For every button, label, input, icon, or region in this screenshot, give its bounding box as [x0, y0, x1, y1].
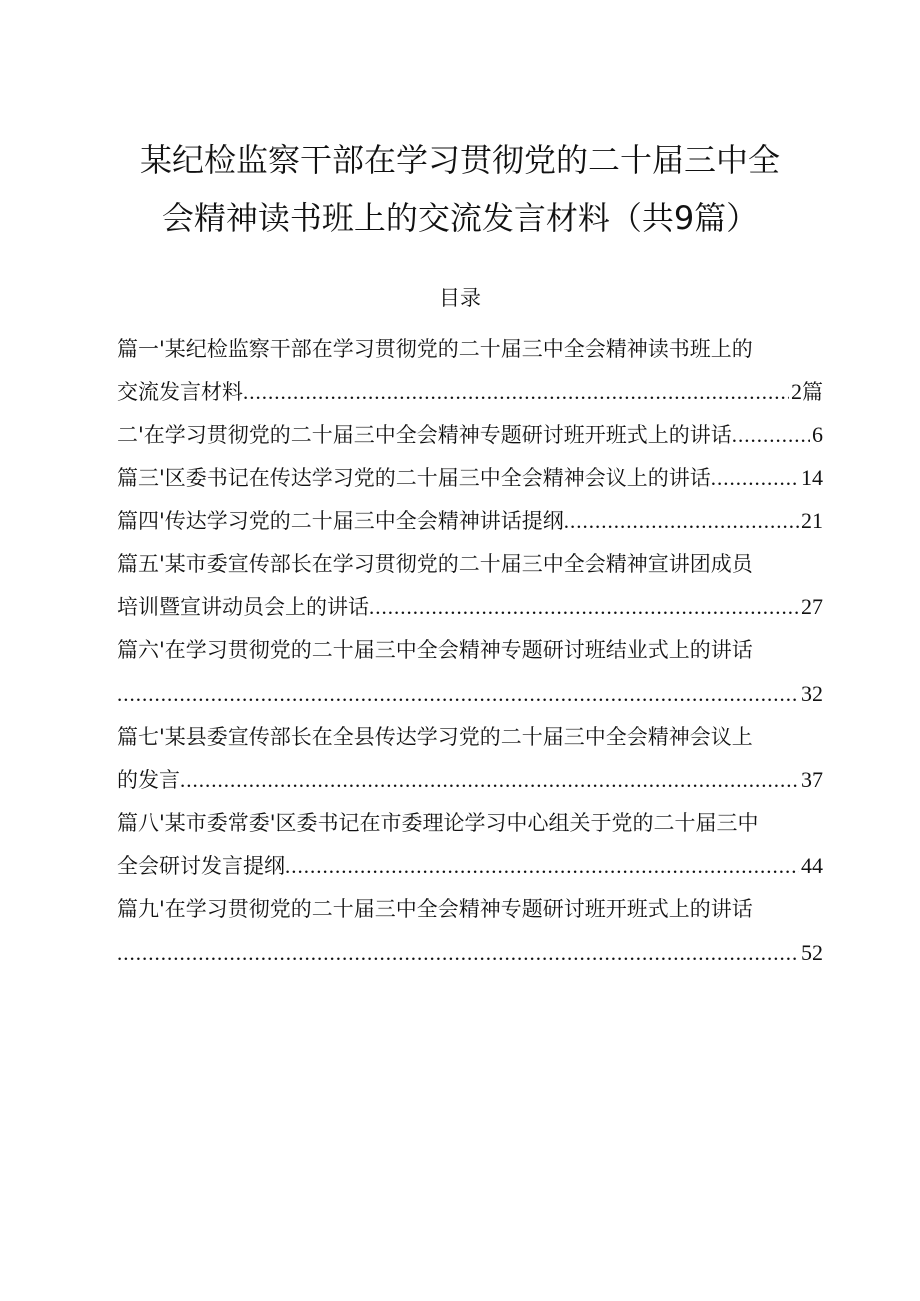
toc-entry-8-line-2[interactable] [117, 849, 823, 883]
dot-leader [369, 590, 799, 624]
toc-entry-6-line-1[interactable] [117, 633, 823, 667]
toc-entry-1-line-2[interactable] [117, 375, 823, 409]
toc-entry-text: 的发言 [117, 768, 180, 792]
dot-leader [243, 375, 789, 409]
document-title-line-1: 某纪检监察干部在学习贯彻党的二十届三中全 [139, 141, 780, 179]
toc-entry-text: 篇一'某纪检监察干部在学习贯彻党的二十届三中全会精神读书班上的 [117, 337, 753, 361]
toc-entry-6-line-2[interactable] [117, 677, 823, 711]
toc-entry-text: 篇五'某市委宣传部长在学习贯彻党的二十届三中全会精神宣讲团成员 [117, 552, 753, 576]
toc-page-number: 27 [801, 594, 823, 619]
toc-entry-text: 二'在学习贯彻党的二十届三中全会精神专题研讨班开班式上的讲话 [117, 423, 732, 447]
toc-entry-9-line-2[interactable] [117, 936, 823, 970]
toc-entry-5-line-1[interactable] [117, 547, 823, 581]
toc-entry-text: 全会研讨发言提纲 [117, 854, 285, 878]
toc-page-number: 32 [801, 681, 823, 706]
toc-page-number: 37 [801, 767, 823, 792]
toc-entry-text: 篇七'某县委宣传部长在全县传达学习党的二十届三中全会精神会议上 [117, 725, 753, 749]
toc-entry-text: 篇八'某市委常委'区委书记在市委理论学习中心组关于党的二十届三中 [117, 811, 759, 835]
toc-page-number: 52 [801, 940, 823, 965]
toc-page-number: 2 [791, 379, 802, 404]
dot-leader [117, 677, 799, 711]
toc-entry-text: 交流发言材料 [117, 380, 243, 404]
toc-entry-text: 篇三'区委书记在传达学习党的二十届三中全会精神会议上的讲话 [117, 466, 711, 490]
toc-entry-3[interactable] [117, 461, 823, 495]
dot-leader [711, 461, 799, 495]
toc-entry-9-line-1[interactable] [117, 892, 823, 926]
toc-page-number: 44 [801, 853, 823, 878]
dot-leader [564, 504, 799, 538]
toc-entry-text: 篇六'在学习贯彻党的二十届三中全会精神专题研讨班结业式上的讲话 [117, 638, 753, 662]
dot-leader [732, 418, 810, 452]
toc-heading: 目录 [439, 286, 481, 310]
dot-leader [285, 849, 799, 883]
toc-entry-4[interactable] [117, 504, 823, 538]
toc-entry-8-line-1[interactable] [117, 806, 823, 840]
toc-entry-text: 篇四'传达学习党的二十届三中全会精神讲话提纲 [117, 509, 564, 533]
toc-entry-2[interactable] [117, 418, 823, 452]
toc-entry-1-line-1[interactable] [117, 332, 823, 366]
toc-entry-5-line-2[interactable] [117, 590, 823, 624]
toc-page-number: 21 [801, 508, 823, 533]
toc-entry-text: 篇九'在学习贯彻党的二十届三中全会精神专题研讨班开班式上的讲话 [117, 897, 753, 921]
dot-leader [180, 763, 799, 797]
toc-entry-7-line-1[interactable] [117, 720, 823, 754]
dot-leader [117, 936, 799, 970]
toc-entry-wrap-text: 篇 [802, 380, 823, 404]
toc-entry-7-line-2[interactable] [117, 763, 823, 797]
toc-page-number: 14 [801, 465, 823, 490]
toc-page-number: 6 [812, 422, 823, 447]
document-title-line-2: 会精神读书班上的交流发言材料（共9篇） [161, 199, 759, 237]
toc-entry-text: 培训暨宣讲动员会上的讲话 [117, 595, 369, 619]
